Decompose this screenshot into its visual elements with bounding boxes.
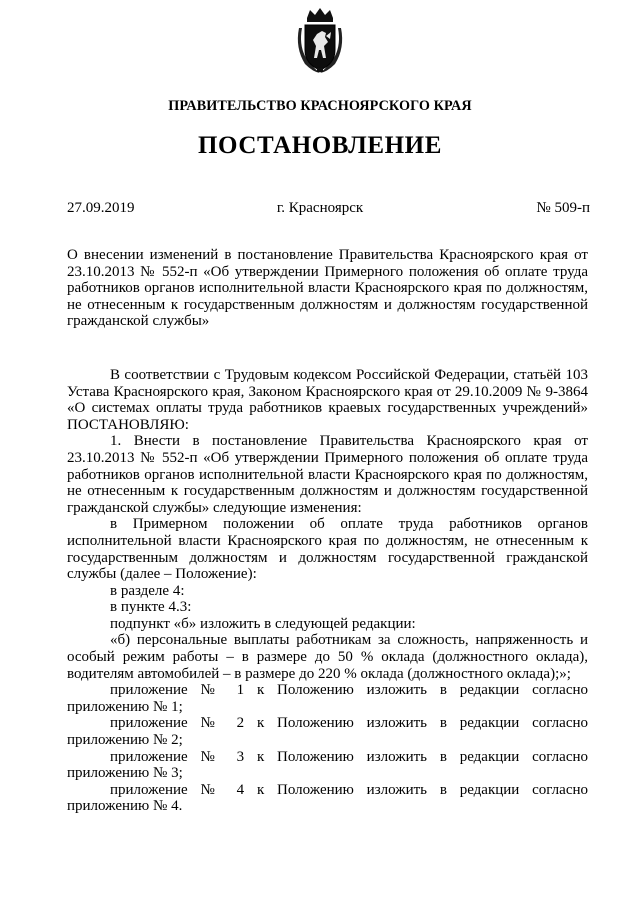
document-number: № 509-п [536,200,590,216]
body-paragraph: 1. Внести в постановление Правительства Красноярского края от 23.10.2013 № 552-п «Об утверждении Примерного положения об оплате труда работников органов исполнительной власти Красноярского края по должностям, не отнесенным к государственным должностям и должностям государственной гражданской службы» следующие изменения: [67,433,588,516]
document-city: г. Красноярск [276,200,364,216]
body-paragraph: приложение № 1 к Положению изложить в редакции согласно приложению № 1; [67,682,588,715]
body-paragraph: «б) персональные выплаты работникам за сложность, напряженность и особый режим работы – в размере до 50 % оклада (должностного оклада), водителям автомобилей – в размере до 220 % оклада (должностного оклада);»; [67,632,588,682]
body-paragraph: в пункте 4.3: [110,599,192,616]
body-paragraph: подпункт «б» изложить в следующей редакции: [110,615,416,632]
coat-of-arms-icon [293,6,347,76]
body-paragraph: В соответствии с Трудовым кодексом Российской Федерации, статьёй 103 Устава Красноярского края, Законом Красноярского края от 29.10.2009 № 9-3864 «О системах оплаты труда работников краевых государственных учреждений» ПОСТАНОВЛЯЮ: [67,366,588,433]
body-paragraph: приложение № 2 к Положению изложить в редакции согласно приложению № 2; [67,715,588,749]
document-content [67,247,588,815]
body-paragraph: в разделе 4: [110,582,185,599]
body-paragraph: приложение № 4 к Положению изложить в редакции согласно приложению № 4. [67,781,588,815]
document-date: 27.09.2019 [67,200,135,216]
document-subject-title: О внесении изменений в постановление Правительства Красноярского края от 23.10.2013 № 552-п «Об утверждении Примерного положения об оплате труда работников органов исполнительной власти Красноярского края по должностям, не отнесенным к государственным должностям и должностям государственной гражданской службы» [67,247,588,330]
body-paragraph: в Примерном положении об оплате труда работников органов исполнительной власти Красноярского края по должностям, не отнесенным к государственным должностям и должностям государственной гражданской службы (далее – Положение): [67,516,588,583]
document-type-title: ПОСТАНОВЛЕНИЕ [197,132,443,159]
body-paragraph: приложение № 3 к Положению изложить в редакции согласно приложению № 3; [67,748,588,782]
organization-name: ПРАВИТЕЛЬСТВО КРАСНОЯРСКОГО КРАЯ [168,98,472,114]
